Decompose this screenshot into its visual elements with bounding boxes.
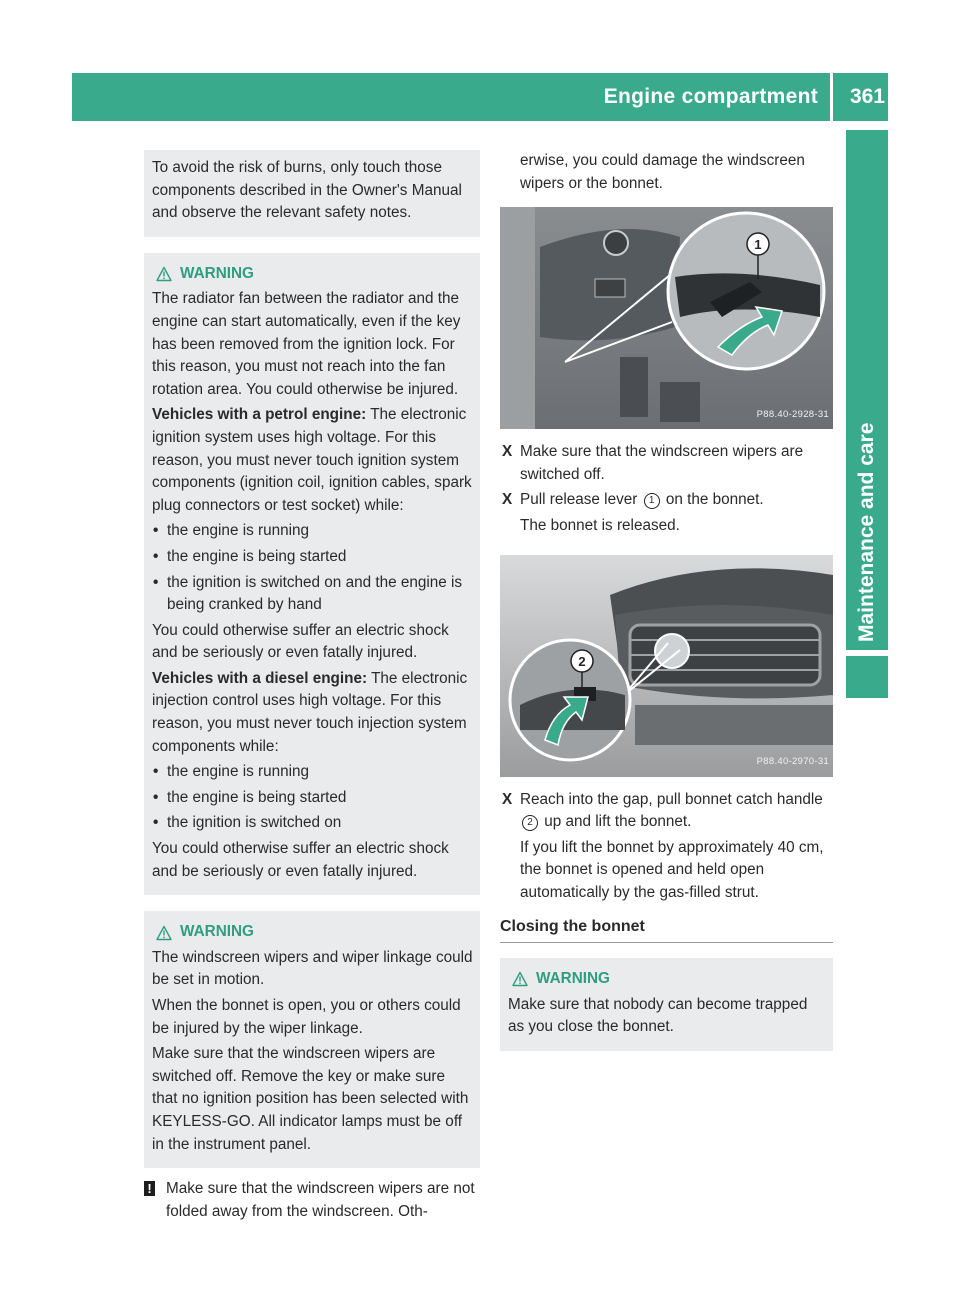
list-item: • the engine is being started <box>152 787 473 810</box>
intro-box <box>144 150 480 237</box>
callout-number: 1 <box>644 493 660 509</box>
list-item: • the engine is running <box>152 520 473 543</box>
warning-text: The windscreen wipers and wiper linkage could be set in motion. <box>152 948 473 989</box>
list-item: • the ignition is switched on and the engine is being cranked by hand <box>152 572 473 617</box>
page-header <box>72 73 888 121</box>
warning-triangle-icon <box>156 266 172 282</box>
diesel-text: The electronic injection control uses high voltage. For this reason, you must never touch injection system components while: <box>152 669 468 755</box>
petrol-heading: Vehicles with a petrol engine: <box>152 406 367 424</box>
step-result: The bonnet is released. <box>520 516 680 534</box>
step-text: Pull release lever <box>520 491 642 509</box>
warning-text: When the bonnet is open, you or others could be injured by the wiper linkage. <box>152 997 461 1037</box>
exclamation-icon: ! <box>144 1181 155 1196</box>
section-title: Closing the bonnet <box>500 916 833 944</box>
step-result: If you lift the bonnet by approximately 40 cm, the bonnet is opened and held open automatically by the gas-filled strut. <box>520 838 824 901</box>
side-tab-marker <box>846 656 888 698</box>
warning-box-radiator-fan <box>144 253 480 895</box>
list-item: • the ignition is switched on <box>152 812 473 835</box>
figure-code: P88.40-2928-31 <box>756 408 829 420</box>
step-arrow-icon: X <box>502 491 513 509</box>
warning-label: WARNING <box>180 923 254 941</box>
side-tab-label: Maintenance and care <box>855 422 878 642</box>
step-arrow-icon: X <box>502 443 513 461</box>
diesel-list <box>152 761 473 835</box>
figure-code: P88.40-2970-31 <box>756 755 829 767</box>
step-text: up and lift the bonnet. <box>540 813 692 831</box>
warning-text-petrol <box>152 404 473 517</box>
left-column <box>144 150 480 1223</box>
figure-callout-2: 2 <box>578 653 586 669</box>
step-wipers-off <box>500 441 833 486</box>
right-column <box>500 150 833 1051</box>
warning-box-closing <box>500 958 833 1051</box>
header-divider <box>830 73 833 121</box>
step-text: Make sure that the windscreen wipers are switched off. <box>520 443 804 483</box>
figure-callout-1: 1 <box>754 237 762 253</box>
warning-box-wipers <box>144 911 480 1168</box>
step-text: on the bonnet. <box>661 491 764 509</box>
caution-note <box>144 1178 480 1223</box>
step-text: Reach into the gap, pull bonnet catch handle <box>520 790 823 808</box>
side-tab <box>846 130 888 650</box>
intro-text: To avoid the risk of burns, only touch those components described in the Owner's Manual and observe the relevant safety notes. <box>152 159 462 222</box>
release-lever-illustration <box>500 207 833 429</box>
page-number: 361 <box>849 85 885 108</box>
diesel-consequence: You could otherwise suffer an electric shock and be seriously or even fatally injured. <box>152 840 449 880</box>
header-title: Engine compartment <box>603 85 818 108</box>
warning-label: WARNING <box>536 970 610 988</box>
petrol-list <box>152 520 473 616</box>
step-arrow-icon: X <box>502 790 513 808</box>
petrol-text: The electronic ignition system uses high voltage. For this reason, you must never touch ignition system components (ignition coil, ignition cables, spark plug connectors or test socket) while: <box>152 406 472 514</box>
warning-triangle-icon <box>512 971 528 987</box>
warning-text-diesel <box>152 668 473 758</box>
note-text: Make sure that the windscreen wipers are not folded away from the windscreen. Oth- <box>166 1180 475 1220</box>
diesel-heading: Vehicles with a diesel engine: <box>152 669 368 687</box>
warning-text: Make sure that the windscreen wipers are switched off. Remove the key or make sure that no ignition position has been selected with KEYLESS-GO. All indicator lamps must be off in the instrument panel. <box>152 1045 469 1153</box>
warning-text-fan: The radiator fan between the radiator and the engine can start automatically, even if the key has been removed from the ignition lock. For this reason, you must not reach into the fan rotation area. You could otherwise be injured. <box>152 290 461 398</box>
warning-text: Make sure that nobody can become trapped as you close the bonnet. <box>508 995 808 1036</box>
warning-label: WARNING <box>180 264 254 282</box>
warning-heading <box>156 263 473 286</box>
callout-number: 2 <box>522 815 538 831</box>
warning-heading <box>156 921 473 944</box>
bonnet-catch-illustration <box>500 555 833 777</box>
continued-text: erwise, you could damage the windscreen wipers or the bonnet. <box>520 152 805 192</box>
warning-triangle-icon <box>156 925 172 941</box>
list-item: • the engine is running <box>152 761 473 784</box>
step-pull-lever <box>500 489 833 512</box>
warning-heading <box>512 968 826 991</box>
step-pull-catch <box>500 789 833 834</box>
figure-bonnet-catch <box>500 555 833 777</box>
figure-release-lever <box>500 207 833 429</box>
petrol-consequence: You could otherwise suffer an electric shock and be seriously or even fatally injured. <box>152 621 449 662</box>
list-item: • the engine is being started <box>152 546 473 569</box>
